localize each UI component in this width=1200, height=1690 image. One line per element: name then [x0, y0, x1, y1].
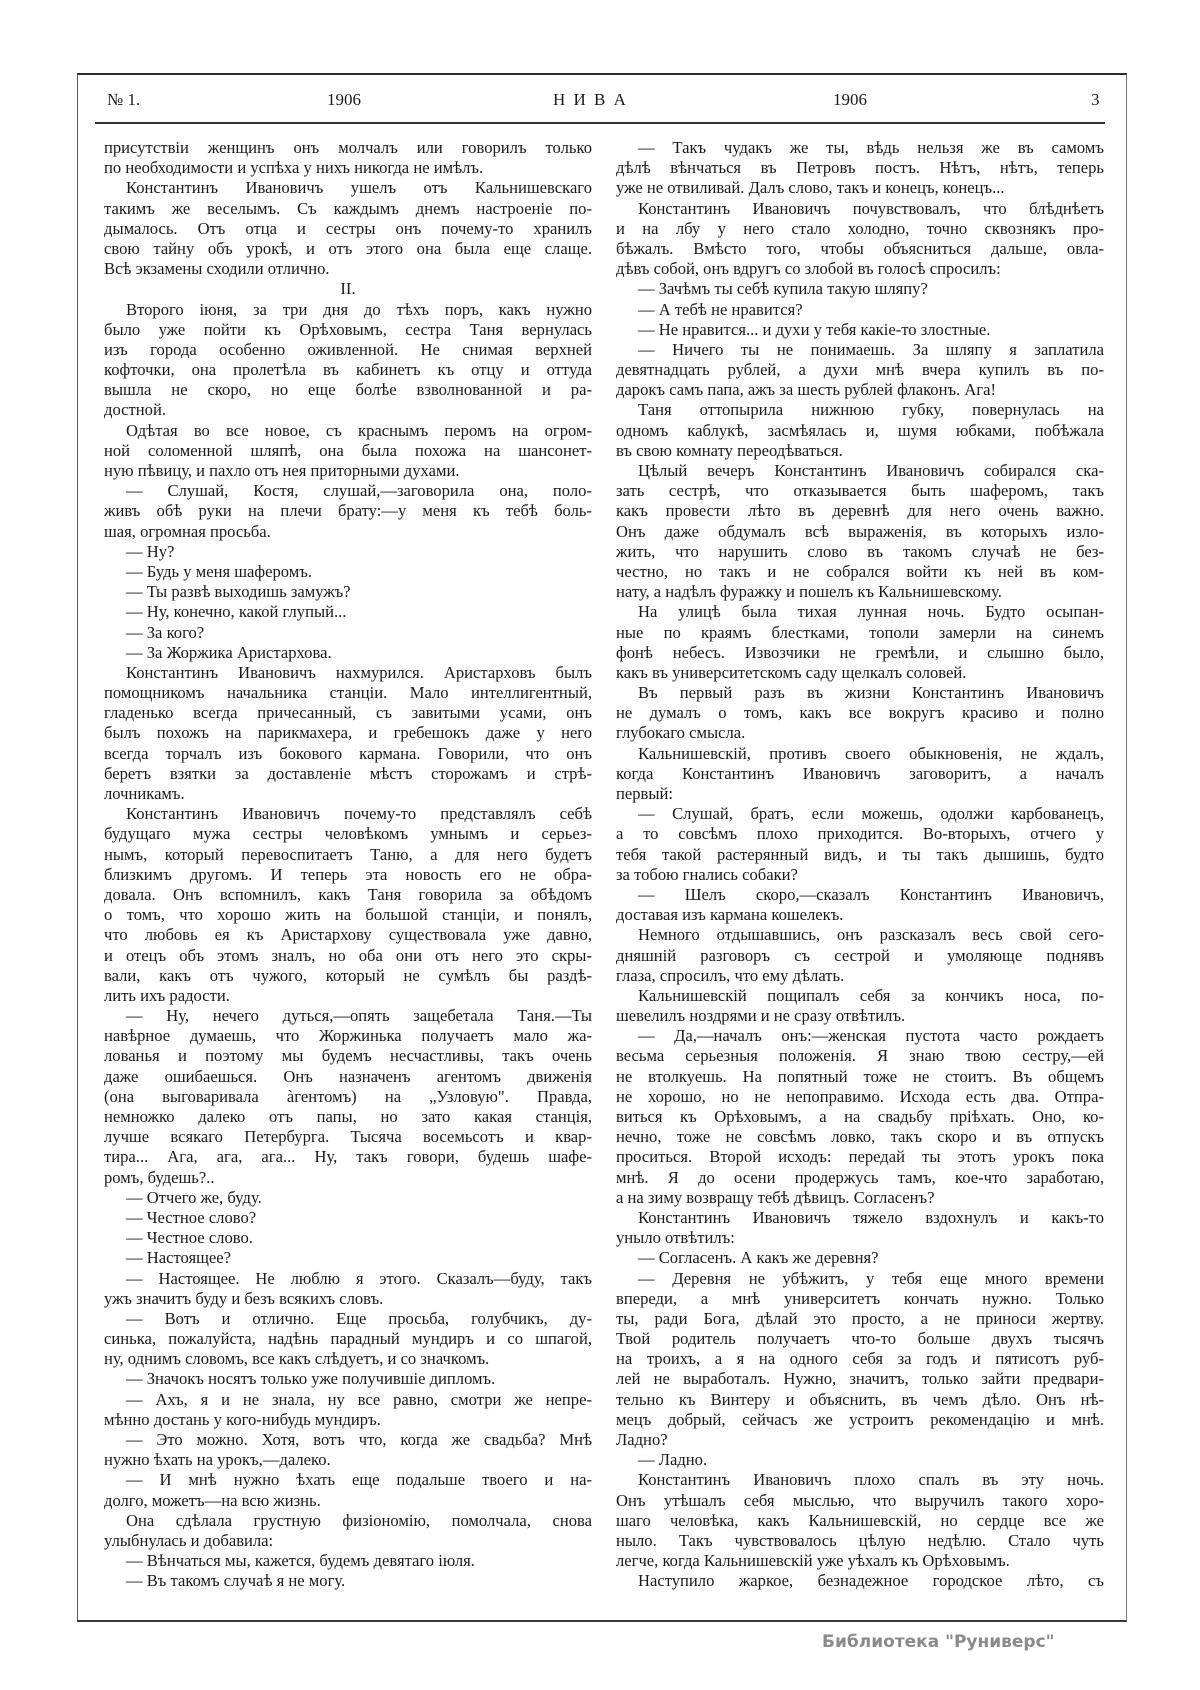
paragraph — [616, 885, 1104, 925]
text-line: проситься. Второй исходъ: передай ты этотъ урокъ пока — [616, 1147, 1104, 1167]
text-line: — Ну, конечно, какой глупый... — [126, 602, 347, 622]
paragraph — [616, 199, 1104, 280]
text-line: лить ихъ радости. — [104, 985, 230, 1005]
text-line: впереди, а мнѣ университетъ кончать нужно. Только — [616, 1288, 1104, 1308]
text-line: кофточки, она пролетѣла въ кабинетъ къ отцу и оттуда — [104, 360, 592, 380]
paragraph — [104, 1228, 592, 1248]
text-line: нечно, тоже не совсѣмъ ловко, такъ скоро и въ отпускъ — [616, 1127, 1104, 1147]
text-line: — Отчего же, буду. — [126, 1187, 262, 1207]
text-line: ной соломенной шляпѣ, она была похожа на шансонет- — [104, 440, 592, 460]
paragraph — [104, 300, 592, 421]
paragraph — [616, 602, 1104, 683]
text-line: ныло. Такъ чувствовалось цѣлую недѣлю. Стало чуть — [616, 1530, 1104, 1550]
text-line: — Согласенъ. А какъ же деревня? — [638, 1248, 879, 1268]
text-line: весьма серьезныя положенія. Я знаю твою сестру,—ей — [616, 1046, 1104, 1066]
text-line: не втолкуешь. На попятный тоже не стоитъ. Въ общемъ — [616, 1066, 1104, 1086]
text-line: былъ похожъ на парикмахера, и гребешокъ даже у него — [104, 723, 592, 743]
text-line: Кальнишевскій, противъ своего обыкновенія, не ждалъ, — [638, 743, 1104, 763]
text-line: какъ провести лѣто въ деревнѣ для него очень важно. — [616, 501, 1104, 521]
text-line: изъ города особенно оживленной. Не снимая верхней — [104, 339, 592, 359]
issue-number: № 1. — [107, 90, 141, 109]
text-column-left — [104, 138, 592, 1592]
text-line: ную пѣвицу, и пахло отъ нея приторными духами. — [104, 461, 460, 480]
paragraph — [104, 804, 592, 1006]
text-line: лочникамъ. — [104, 784, 185, 803]
text-line: — Слушай, братъ, если можешь, одолжи карбованецъ, — [638, 804, 1104, 824]
text-line: по необходимости и успѣха у нихъ никогда не имѣлъ. — [104, 158, 484, 178]
text-line: помощникомъ начальника станціи. Мало интеллигентный, — [104, 683, 592, 703]
text-line: — Такъ чудакъ же ты, вѣдь нельзя же въ самомъ — [638, 138, 1104, 157]
text-line: долго, можетъ—на всю жизнь. — [104, 1490, 321, 1510]
paragraph — [104, 1248, 592, 1268]
text-line: будущаго мужа сестры человѣкомъ умнымъ и серьез- — [104, 824, 592, 844]
text-line: — Будь у меня шаферомъ. — [126, 561, 313, 581]
text-line: Константинъ Ивановичъ тяжело вздохнулъ и какъ-то — [638, 1207, 1104, 1227]
text-line: — Ахъ, я и не знала, ну все равно, смотри же непре- — [126, 1389, 592, 1409]
text-line: глубокаго смысла. — [616, 723, 746, 743]
text-line: не думалъ о томъ, какъ все вокругъ красиво и полно — [616, 703, 1104, 723]
text-line: глаза, спросилъ, что ему дѣлать. — [616, 965, 845, 985]
text-line: и отецъ объ этомъ зналъ, но оба они отъ него это скры- — [104, 945, 592, 965]
paragraph — [104, 1309, 592, 1370]
text-line: лованья и поэтому мы будемъ несчастливы, такъ очень — [104, 1046, 592, 1066]
text-line: — Настоящее? — [126, 1248, 231, 1268]
paragraph — [104, 623, 592, 643]
paragraph — [104, 663, 592, 804]
text-line: было уже пойти къ Орѣховымъ, сестра Таня вернулась — [104, 319, 592, 339]
text-line: — И мнѣ нужно ѣхать еще подальше твоего и на- — [126, 1470, 592, 1490]
text-line: — Да,—началъ онъ:—женская пустота часто рождаетъ — [638, 1026, 1104, 1046]
paragraph — [616, 804, 1104, 885]
text-line: — Честное слово? — [126, 1207, 257, 1227]
paragraph — [104, 1571, 592, 1591]
text-line: — Деревня не убѣжитъ, у тебя еще много времени — [638, 1268, 1104, 1288]
year-left: 1906 — [327, 90, 361, 109]
text-line: доставая изъ кармана кошелекъ. — [616, 905, 844, 925]
text-line: дѣвъ собой, онъ вдругъ со злобой въ голосѣ спросилъ: — [616, 259, 1001, 279]
paragraph — [616, 279, 1104, 299]
text-line: лей не выработалъ. Нужно, значитъ, только зайти предвари- — [616, 1369, 1104, 1389]
text-column-right — [616, 138, 1104, 1592]
text-line: тебя такой растерянный видъ, и ты такъ дышишь, будто — [616, 844, 1104, 864]
text-line: Второго іюня, за три дня до тѣхъ поръ, какъ нужно — [126, 299, 592, 319]
text-line: Всѣ экзамены сходили отлично. — [104, 259, 330, 279]
text-line: вышла не скоро, но еще болѣе взволнованной и ра- — [104, 380, 592, 400]
text-line: близкимъ другомъ. И теперь эта новость его не обра- — [104, 864, 592, 884]
text-line: дымалось. Отъ отца и сестры онъ почему-то хранилъ — [104, 218, 592, 238]
text-line: Цѣлый вечеръ Константинъ Ивановичъ собирался ска- — [638, 461, 1104, 480]
text-line: — Настоящее. Не люблю я этого. Сказалъ—буду, такъ — [126, 1268, 592, 1288]
text-line: какъ въ университетскомъ саду щелкалъ соловей. — [616, 662, 967, 682]
text-line: Константинъ Ивановичъ нахмурился. Аристарховъ былъ — [126, 662, 592, 682]
page-number: 3 — [1091, 90, 1100, 109]
text-line: Онъ даже обдумалъ всѣ выраженія, въ которыхъ изло- — [616, 521, 1104, 541]
paragraph — [104, 1208, 592, 1228]
text-line: дѣлѣ вѣнчаться въ Петровъ постъ. Нѣтъ, нѣтъ, теперь — [616, 158, 1104, 178]
paragraph — [104, 481, 592, 542]
text-line: — Зачѣмъ ты себѣ купила такую шляпу? — [638, 279, 928, 299]
text-line: ты, ради Бога, дѣлай это просто, а не приноси жертву. — [616, 1308, 1104, 1328]
text-line: за тобою гнались собаки? — [616, 864, 798, 884]
text-line: ромъ, будешь?.. — [104, 1167, 215, 1187]
text-line: въ свою комнату переодѣваться. — [616, 440, 843, 460]
text-line: такимъ же веселымъ. Съ каждымъ днемъ настроеніе по- — [104, 198, 592, 218]
text-line: не хорошо, но не непоправимо. Исхода есть два. Отпра- — [616, 1086, 1104, 1106]
text-line: (она выговаривала àгентомъ) на „Узловую". Правда, — [104, 1086, 592, 1106]
text-line: Одѣтая во все новое, съ краснымъ перомъ на огром- — [126, 420, 592, 440]
text-line: навѣрное думаешь, что Жоржинька получаетъ мало жа- — [104, 1026, 592, 1046]
text-line: Немного отдышавшись, онъ разсказалъ весь свой сего- — [638, 925, 1104, 945]
text-line: — Ну? — [126, 541, 175, 561]
text-line: — Вѣнчаться мы, кажется, будемъ девятаго іюля. — [126, 1551, 475, 1571]
text-line: лучше всякаго Петербурга. Тысяча восемьсотъ и квар- — [104, 1127, 592, 1147]
text-line: честно, но такъ и не собрался войти къ ней въ ком- — [616, 561, 1104, 581]
text-line: даже ошибаешься. Онъ назначенъ агентомъ движенія — [104, 1066, 592, 1086]
paragraph — [616, 320, 1104, 340]
text-line: Твой родитель получаетъ что-то больше двухъ тысячъ — [616, 1329, 1104, 1349]
text-line: немножко далеко отъ папы, но зато какая станція, — [104, 1107, 592, 1126]
text-line: шая, огромная просьба. — [104, 521, 271, 541]
paragraph — [616, 138, 1104, 199]
text-line: нату, а надѣлъ фуражку и пошелъ къ Кальнишевскому. — [616, 582, 1002, 602]
text-line: легче, когда Кальнишевскій уже уѣхалъ къ Орѣховымъ. — [616, 1551, 1010, 1571]
text-line: свою тайну объ урокѣ, и отъ этого она была еще слаще. — [104, 238, 592, 258]
text-line: ные по краямъ блестками, тополи замерли на синемъ — [616, 622, 1104, 642]
paragraph — [104, 1470, 592, 1510]
text-line: достной. — [104, 400, 166, 420]
text-line: вали, какъ отъ чужого, который не сумѣлъ бы раздѣ- — [104, 965, 592, 985]
text-line: ужъ значитъ буду и безъ всякихъ словъ. — [104, 1288, 384, 1308]
text-line: уже не отвиливай. Далъ слово, такъ и конецъ, конецъ... — [616, 178, 1005, 198]
paragraph — [104, 1269, 592, 1309]
paragraph — [104, 582, 592, 602]
text-line: зать сестрѣ, что отказывается быть шаферомъ, такъ — [616, 481, 1104, 501]
text-line: — Въ такомъ случаѣ я не могу. — [126, 1571, 346, 1591]
text-line: дняшній разговоръ съ сестрой и умоляюще поднявъ — [616, 945, 1104, 965]
text-line: Въ первый разъ въ жизни Константинъ Ивановичъ — [638, 683, 1104, 703]
paragraph — [616, 1450, 1104, 1470]
text-line: синька, пожалуйста, надѣнь парадный мундиръ и со шпагой, — [104, 1329, 592, 1349]
paragraph — [104, 562, 592, 582]
paragraph — [616, 1208, 1104, 1248]
text-line: о томъ, что хорошо жить на большой станціи, и понялъ, — [104, 905, 592, 925]
text-line: что любовь ея къ Аристархову существовала уже давно, — [104, 925, 592, 945]
section-heading: II. — [340, 279, 356, 299]
text-line: нужно ѣхать на урокъ,—далеко. — [104, 1450, 331, 1470]
text-line: — За Жоржика Аристархова. — [126, 642, 332, 662]
paragraph — [104, 1551, 592, 1571]
paragraph — [104, 1188, 592, 1208]
text-line: — Значокъ носятъ только уже получившіе дипломъ. — [126, 1369, 496, 1389]
text-line: дарокъ самъ папа, ажъ за шесть рублей флаконъ. Ага! — [616, 380, 997, 400]
text-line: Она сдѣлала грустную физіономію, помолчала, снова — [126, 1510, 592, 1530]
text-line: Кальнишевскій пощипалъ себя за кончикъ носа, по- — [638, 985, 1104, 1005]
text-line: а на зиму возвращу тебѣ дѣвицъ. Согласенъ? — [616, 1187, 935, 1207]
text-line: — А тебѣ не нравится? — [638, 299, 803, 319]
paragraph — [616, 1248, 1104, 1268]
text-line: тельно къ Винтеру и объяснить, въ чемъ дѣло. Онъ нѣ- — [616, 1389, 1104, 1409]
text-line: мѣнно достань у кого-нибудь мундиръ. — [104, 1409, 381, 1429]
year-right: 1906 — [833, 90, 867, 109]
text-line: улыбнулась и добавила: — [104, 1530, 274, 1550]
paragraph — [616, 1026, 1104, 1208]
text-line: Константинъ Ивановичъ почувствовалъ, что блѣднѣетъ — [638, 198, 1104, 218]
text-line: одномъ каблукѣ, засмѣялась и, шумя юбками, побѣжала — [616, 420, 1104, 440]
text-line: — Шелъ скоро,—сказалъ Константинъ Ивановичъ, — [638, 884, 1104, 904]
text-line: — За кого? — [126, 622, 205, 642]
text-line: присутствіи женщинъ онъ молчалъ или говорилъ только — [104, 138, 592, 157]
paragraph — [104, 1006, 592, 1188]
paragraph — [616, 986, 1104, 1026]
text-line: — Слушай, Костя, слушай,—заговорила она, поло- — [126, 481, 592, 501]
text-line: — Ты развѣ выходишь замужъ? — [126, 582, 351, 602]
text-line: шаго человѣка, какъ Кальнишевскій, но сердце все же — [616, 1510, 1104, 1530]
text-line: Константинъ Ивановичъ почему-то представлялъ себѣ — [126, 804, 592, 824]
paragraph — [616, 683, 1104, 744]
paragraph — [616, 1470, 1104, 1571]
paragraph — [616, 461, 1104, 602]
text-line: шевелилъ ноздрями и не сразу отвѣтилъ. — [616, 1006, 906, 1026]
paragraph — [104, 542, 592, 562]
text-line: и на лбу у него стало холодно, точно сквознякъ про- — [616, 218, 1104, 238]
paragraph — [616, 300, 1104, 320]
text-line: Константинъ Ивановичъ плохо спалъ въ эту ночь. — [638, 1470, 1104, 1490]
text-line: Наступило жаркое, безнадежное городское лѣто, съ — [638, 1571, 1104, 1591]
text-line: всегда торчалъ изъ бокового кармана. Говорили, что онъ — [104, 743, 592, 763]
text-line: — Вотъ и отлично. Еще просьба, голубчикъ, ду- — [126, 1308, 592, 1328]
text-line: уныло отвѣтилъ: — [616, 1228, 735, 1248]
text-line: когда Константинъ Ивановичъ заговоритъ, а началъ — [616, 763, 1104, 783]
text-line: На улицѣ была тихая лунная ночь. Будто осыпан- — [638, 602, 1104, 622]
text-line: виться къ Орѣховымъ, а на свадьбу пріѣхать. Оно, ко- — [616, 1107, 1104, 1126]
text-line: Константинъ Ивановичъ ушелъ отъ Кальнишевскаго — [126, 178, 592, 198]
text-line: живъ обѣ руки на плечи брату:—у меня къ тебѣ боль- — [104, 501, 592, 521]
paragraph — [104, 178, 592, 279]
text-line: — Ничего ты не понимаешь. За шляпу я заплатила — [638, 339, 1104, 359]
text-line: нымъ, который перевоспитаетъ Таню, а для него будетъ — [104, 844, 592, 864]
text-line: девятнадцать рублей, а духи мнѣ вчера купилъ въ по- — [616, 360, 1104, 380]
paragraph — [616, 400, 1104, 461]
paragraph — [616, 1269, 1104, 1451]
text-line: а то совсѣмъ плохо приходится. Во-вторыхъ, отчего у — [616, 824, 1104, 844]
text-line: ну, однимъ словомъ, все какъ слѣдуетъ, и со значкомъ. — [104, 1349, 490, 1369]
paragraph — [104, 602, 592, 622]
text-line: довала. Онъ вспомнилъ, какъ Таня говорила за обѣдомъ — [104, 884, 592, 904]
paragraph — [104, 1430, 592, 1470]
text-line: — Это можно. Хотя, вотъ что, когда же свадьба? Мнѣ — [126, 1430, 592, 1449]
paragraph — [104, 1369, 592, 1389]
library-watermark: Библиотека "Руниверс" — [822, 1632, 1055, 1652]
paragraph — [104, 1390, 592, 1430]
paragraph — [616, 925, 1104, 986]
paragraph — [104, 643, 592, 663]
paragraph — [104, 421, 592, 482]
text-line: мнѣ. Я до осени продержусь тамъ, кое-что заработаю, — [616, 1167, 1104, 1187]
text-line: фонѣ небесъ. Извозчики не гремѣли, и слышно было, — [616, 642, 1104, 662]
paragraph — [616, 1571, 1104, 1591]
text-line: жить, что нарушить слово въ такомъ случаѣ не без- — [616, 541, 1104, 561]
magazine-title: Н И В А — [553, 90, 628, 109]
running-header — [95, 86, 1105, 124]
text-line: — Честное слово. — [126, 1228, 253, 1248]
text-line: — Ладно. — [638, 1450, 708, 1470]
text-line: гладенько всегда причесанный, съ завитыми усами, онъ — [104, 703, 592, 723]
text-line: Ладно? — [616, 1430, 668, 1449]
paragraph — [104, 138, 592, 178]
text-line: на троихъ, а я на одного себя за годъ и пятисотъ руб- — [616, 1349, 1104, 1369]
text-line: тира... Ага, ага, ага... Ну, такъ говори, будешь шафе- — [104, 1147, 592, 1167]
text-line: мецъ добрый, сейчасъ же устроитъ рекомендацію и мнѣ. — [616, 1409, 1104, 1429]
text-line: Онъ утѣшалъ себя мыслью, что выручилъ такого хоро- — [616, 1490, 1104, 1510]
paragraph — [616, 744, 1104, 805]
text-line: Таня оттопырила нижнюю губку, повернулась на — [638, 400, 1104, 420]
paragraph — [616, 340, 1104, 401]
text-line: — Ну, нечего дуться,—опять защебетала Таня.—Ты — [126, 1006, 592, 1026]
paragraph — [104, 1511, 592, 1551]
text-line: беретъ взятки за доставленіе мѣстъ сторожамъ и стрѣ- — [104, 763, 592, 783]
text-line: первый: — [616, 784, 674, 803]
text-line: — Не нравится... и духи у тебя какіе-то злостные. — [638, 319, 991, 339]
text-line: бѣжалъ. Вмѣсто того, чтобы объясниться дальше, овла- — [616, 238, 1104, 258]
